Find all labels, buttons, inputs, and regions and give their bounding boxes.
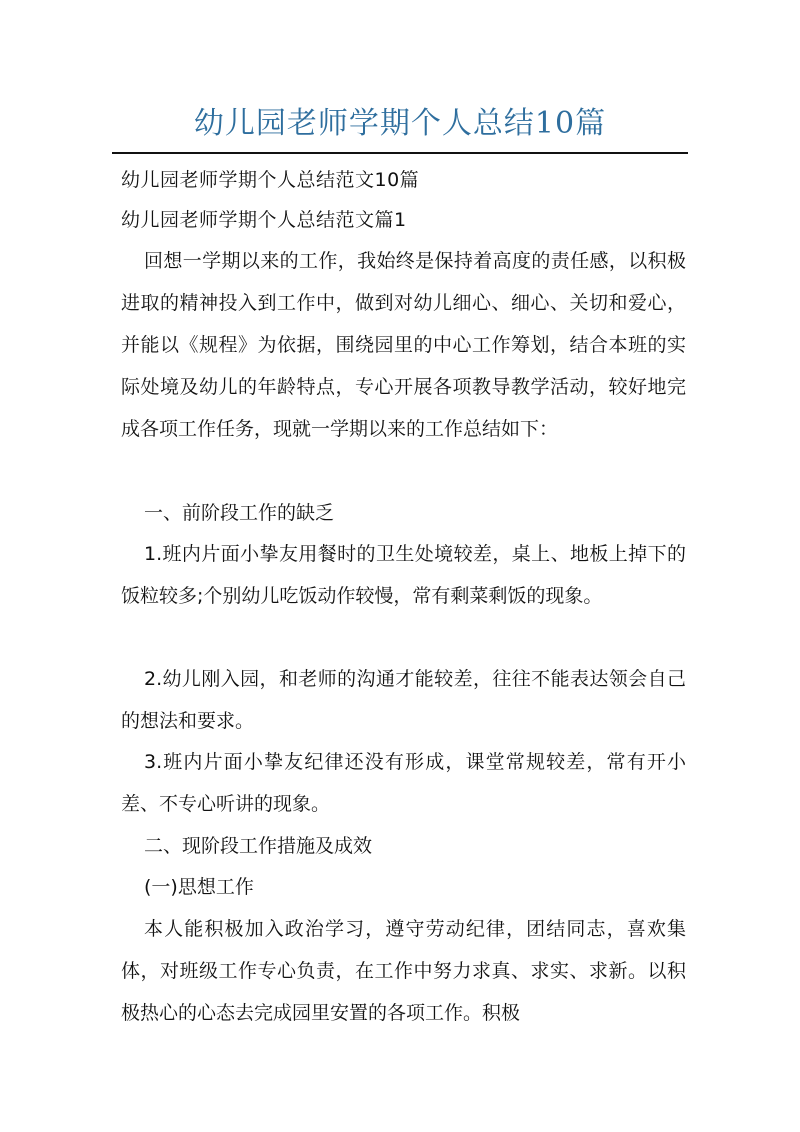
- section-heading-measures: 二、现阶段工作措施及成效: [144, 835, 373, 857]
- list-item-2: 2.幼儿刚入园，和老师的沟通才能较差，往往不能表达领会自己的想法和要求。: [121, 668, 686, 732]
- list-item-3: 3.班内片面小挚友纪律还没有形成，课堂常规较差，常有开小差、不专心听讲的现象。: [121, 751, 686, 815]
- section-heading-shortcomings: 一、前阶段工作的缺乏: [144, 502, 335, 524]
- article-heading: 幼儿园老师学期个人总结范文篇1: [121, 209, 407, 231]
- subtitle-line: 幼儿园老师学期个人总结范文10篇: [121, 169, 420, 191]
- list-item-1: 1.班内片面小挚友用餐时的卫生处境较差，桌上、地板上掉下的饭粒较多;个别幼儿吃饭动作较慢，常有剩菜剩饭的现象。: [121, 543, 686, 607]
- title-divider: [112, 152, 688, 154]
- document-title: 幼儿园老师学期个人总结10篇: [193, 106, 607, 141]
- body-paragraph-intro: 回想一学期以来的工作，我始终是保持着高度的责任感，以积极进取的精神投入到工作中，做到对幼儿细心、细心、关切和爱心，并能以《规程》为依据，围绕园里的中心工作筹划，结合本班的实际处境及幼儿的年龄特点，专心开展各项教导教学活动，较好地完成各项工作任务，现就一学期以来的工作总结如下：: [121, 250, 686, 440]
- body-paragraph-ideology: 本人能积极加入政治学习，遵守劳动纪律，团结同志，喜欢集体，对班级工作专心负责，在工作中努力求真、求实、求新。以积极热心的心态去完成园里安置的各项工作。积极: [121, 918, 686, 1024]
- subsection-heading-ideology: (一)思想工作: [144, 876, 254, 898]
